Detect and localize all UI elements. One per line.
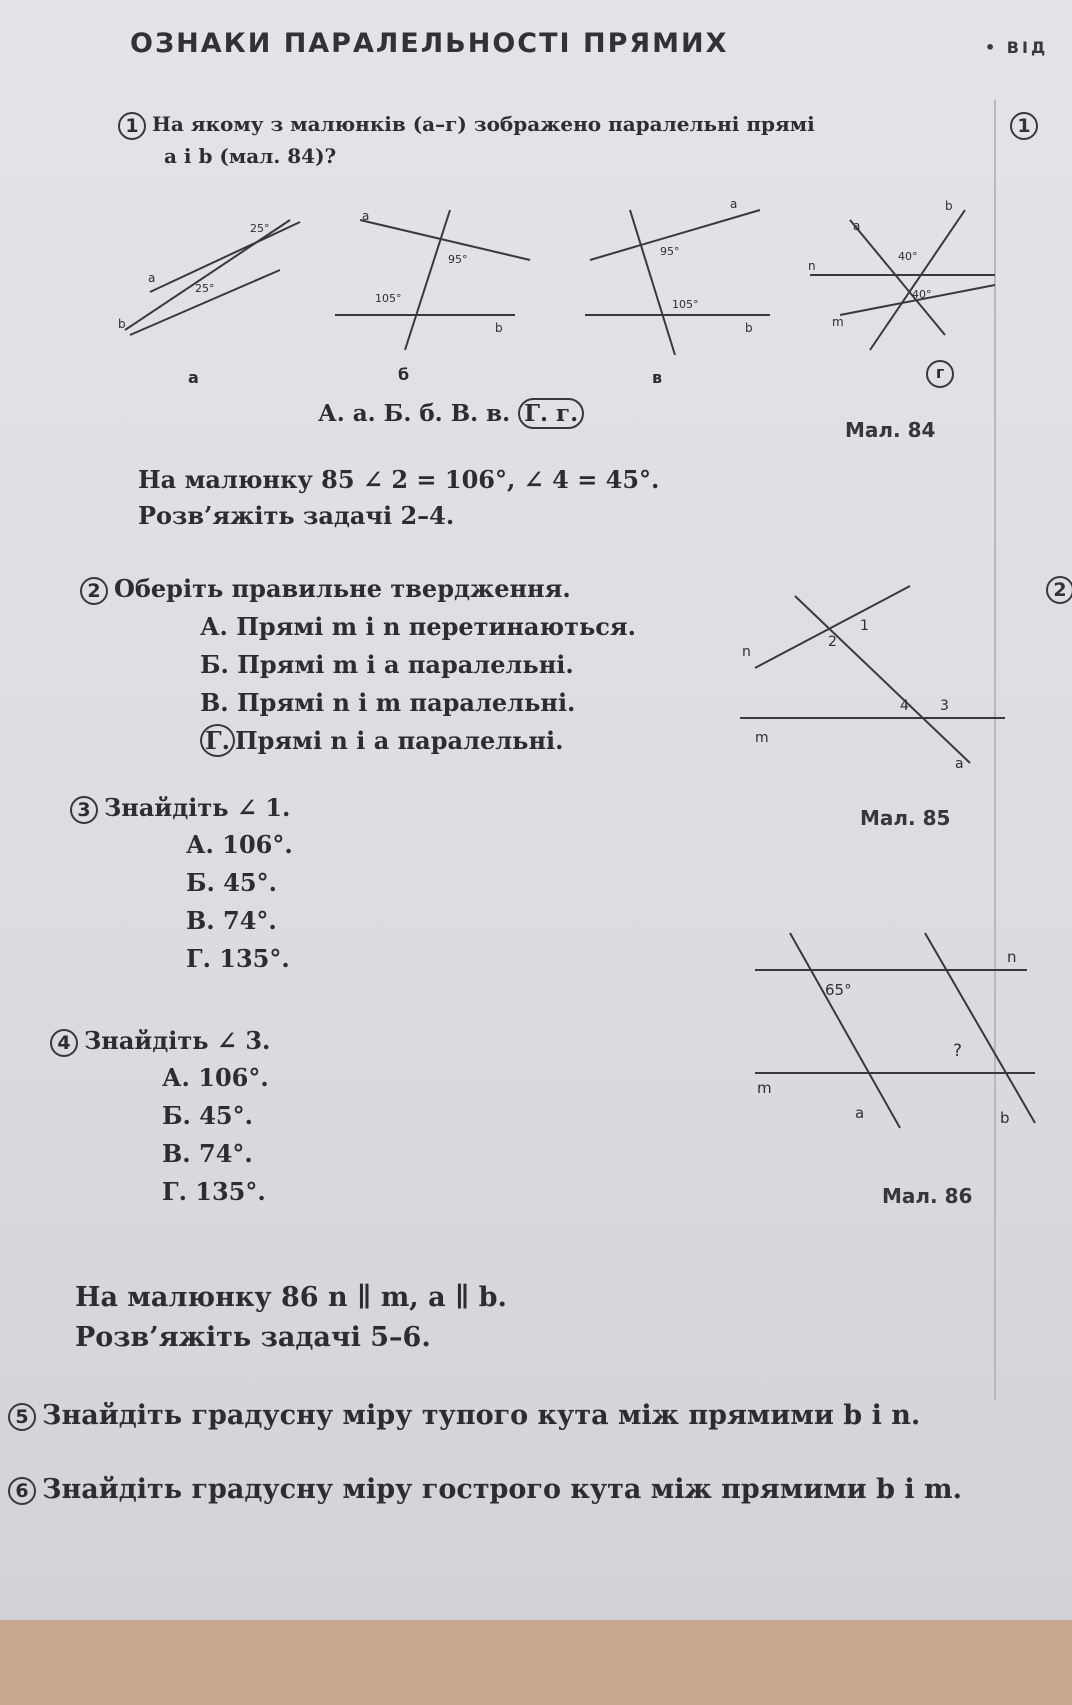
fig84c-label-a: a <box>730 197 738 211</box>
fig84d-label-b: b <box>945 199 953 213</box>
figure-letter-c: в <box>652 368 663 387</box>
fig84a-label-b: b <box>118 317 126 331</box>
q2-option-a: А. Прямі m і n перетинаються. <box>200 612 636 641</box>
question-5-text: Знайдіть градусну міру тупого кута між прямими b і n. <box>42 1400 921 1431</box>
condition-85-line1: На малюнку 85 ∠ 2 = 106°, ∠ 4 = 45°. <box>138 465 660 494</box>
fig85-line-n <box>755 586 910 668</box>
question-1-answers <box>318 400 584 427</box>
question-1 <box>118 108 815 172</box>
question-4 <box>50 1026 270 1057</box>
fig84d-line-a <box>850 220 945 335</box>
q2-option-b: Б. Прямі m і a паралельні. <box>200 650 574 679</box>
fig84a-label-a: a <box>148 271 156 285</box>
question-number: 2 <box>80 577 108 605</box>
answer-circled: Г. г. <box>518 398 584 429</box>
fig84c-angle2: 105° <box>672 298 699 311</box>
fig85-label-a: a <box>955 756 964 772</box>
figure-85 <box>730 578 1010 778</box>
question-number: 5 <box>8 1403 36 1431</box>
figure-86-caption: Мал. 86 <box>882 1184 973 1208</box>
figure-85-caption: Мал. 85 <box>860 806 951 830</box>
fig86-unknown-angle: ? <box>953 1041 963 1061</box>
q2-option-d <box>200 726 636 764</box>
fig86-label-m: m <box>757 1079 772 1097</box>
fig86-label-a: a <box>855 1104 865 1122</box>
question-1-line2: а і b (мал. 84)? <box>164 144 337 168</box>
figure-84-caption: Мал. 84 <box>845 418 936 442</box>
question-2-options <box>200 612 636 764</box>
question-number: 4 <box>50 1029 78 1057</box>
question-4-text: Знайдіть ∠ 3. <box>84 1026 271 1055</box>
q4-option-d: Г. 135°. <box>162 1177 266 1206</box>
answers-text: А. а. Б. б. В. в. <box>318 400 511 427</box>
fig84c-angle1: 95° <box>660 245 680 258</box>
fig85-angle-1: 1 <box>860 618 869 634</box>
fig84d-label-m: m <box>832 315 844 329</box>
condition-86-line1: На малюнку 86 n ∥ m, a ∥ b. <box>75 1282 507 1313</box>
figure-letter-a: а <box>188 368 199 387</box>
fig85-angle-3: 3 <box>940 698 949 714</box>
fig85-angle-2: 2 <box>828 634 837 650</box>
fig84b-label-b: b <box>495 321 503 335</box>
fig85-label-n: n <box>742 644 751 660</box>
fig84d-angle2: 40° <box>912 288 932 301</box>
fig86-label-n: n <box>1007 948 1017 966</box>
question-2-text: Оберіть правильне твердження. <box>114 574 571 603</box>
fig84c-label-b: b <box>745 321 753 335</box>
fig86-line-b <box>925 933 1035 1123</box>
q3-option-a: А. 106°. <box>186 830 293 859</box>
fig85-angle-4: 4 <box>900 698 909 714</box>
question-number: 3 <box>70 796 98 824</box>
fig84a-angle2: 25° <box>195 282 215 295</box>
condition-86-line2: Розв’яжіть задачі 5–6. <box>75 1322 431 1353</box>
fig84d-label-n: n <box>808 259 816 273</box>
fig86-label-b: b <box>1000 1109 1010 1127</box>
q3-option-d: Г. 135°. <box>186 944 290 973</box>
fig84b-angle1: 95° <box>448 253 468 266</box>
margin-number-2: 2 <box>1046 576 1072 604</box>
q3-option-b: Б. 45°. <box>186 868 277 897</box>
fig85-line-a <box>795 596 970 763</box>
condition-85-line2: Розв’яжіть задачі 2–4. <box>138 501 455 530</box>
figure-86 <box>745 918 1045 1138</box>
question-number: 6 <box>8 1477 36 1505</box>
question-1-line1: На якому з малюнків (а–г) зображено паралельні прямі <box>152 112 815 136</box>
condition-85 <box>138 462 659 534</box>
question-6 <box>8 1474 962 1505</box>
q4-option-a: А. 106°. <box>162 1063 269 1092</box>
fig84d-line-b <box>870 210 965 350</box>
fig84a-angle1: 25° <box>250 222 270 235</box>
fig86-line-a <box>790 933 900 1128</box>
q3-option-c: В. 74°. <box>186 906 277 935</box>
question-3-options <box>186 830 293 982</box>
question-2 <box>80 574 571 605</box>
figure-letter-b: б <box>398 365 410 384</box>
figure-84 <box>0 180 1000 400</box>
question-3 <box>70 793 290 824</box>
fig84d-angle1: 40° <box>898 250 918 263</box>
question-5 <box>8 1400 920 1431</box>
condition-86 <box>75 1278 507 1358</box>
fig86-angle-65: 65° <box>825 981 852 999</box>
fig84a-line-a <box>150 222 300 292</box>
header-right-text: • ВІД <box>985 38 1049 57</box>
q2-option-c: В. Прямі n і m паралельні. <box>200 688 576 717</box>
question-3-text: Знайдіть ∠ 1. <box>104 793 291 822</box>
fig84b-label-a: a <box>362 209 370 223</box>
page-title: ОЗНАКИ ПАРАЛЕЛЬНОСТІ ПРЯМИХ <box>130 28 729 59</box>
fig84b-transversal <box>405 210 450 350</box>
fig85-label-m: m <box>755 730 769 746</box>
question-number: 1 <box>118 112 146 140</box>
q2-option-d-text: Прямі n і a паралельні. <box>234 726 564 755</box>
question-4-options <box>162 1063 269 1215</box>
q4-option-b: Б. 45°. <box>162 1101 253 1130</box>
fig84c-transversal <box>630 210 675 355</box>
q2-option-d-letter: Г. <box>200 724 235 757</box>
figure-letter-d-circled: г <box>926 360 954 388</box>
fig84b-angle2: 105° <box>375 292 402 305</box>
question-6-text: Знайдіть градусну міру гострого кута між прямими b і m. <box>42 1474 963 1505</box>
margin-number-1: 1 <box>1010 112 1038 140</box>
q4-option-c: В. 74°. <box>162 1139 253 1168</box>
fig84d-label-a: a <box>853 219 861 233</box>
